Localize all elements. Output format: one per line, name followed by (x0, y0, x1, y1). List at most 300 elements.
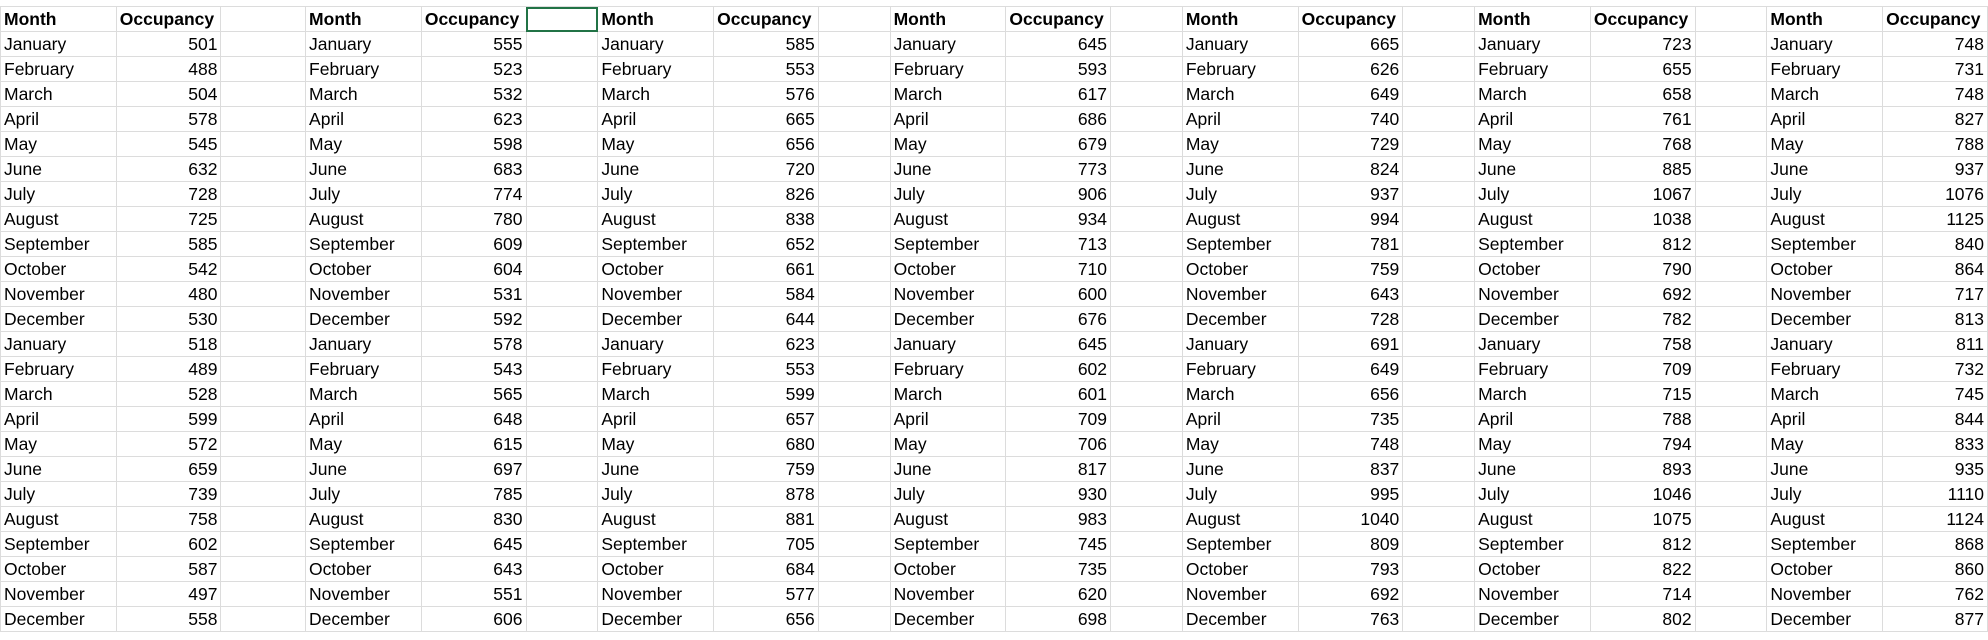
occupancy-cell[interactable]: 665 (1298, 32, 1403, 57)
occupancy-cell[interactable]: 1040 (1298, 507, 1403, 532)
empty-cell[interactable] (818, 32, 890, 57)
month-cell[interactable]: April (890, 107, 1006, 132)
month-cell[interactable]: March (1, 82, 117, 107)
occupancy-cell[interactable]: 739 (116, 482, 221, 507)
empty-cell[interactable] (1111, 482, 1183, 507)
occupancy-cell[interactable]: 599 (714, 382, 819, 407)
month-cell[interactable]: October (306, 557, 422, 582)
month-cell[interactable]: April (1767, 107, 1883, 132)
month-cell[interactable]: June (598, 157, 714, 182)
empty-cell[interactable] (526, 307, 598, 332)
occupancy-cell[interactable]: 661 (714, 257, 819, 282)
occupancy-cell[interactable]: 881 (714, 507, 819, 532)
occupancy-cell[interactable]: 555 (421, 32, 526, 57)
empty-cell[interactable] (1403, 7, 1475, 32)
empty-cell[interactable] (526, 32, 598, 57)
month-cell[interactable]: October (1182, 557, 1298, 582)
month-cell[interactable]: June (1, 457, 117, 482)
occupancy-cell[interactable]: 709 (1006, 407, 1111, 432)
occupancy-cell[interactable]: 838 (714, 207, 819, 232)
occupancy-cell[interactable]: 602 (116, 532, 221, 557)
empty-cell[interactable] (1403, 582, 1475, 607)
occupancy-cell[interactable]: 542 (116, 257, 221, 282)
occupancy-cell[interactable]: 686 (1006, 107, 1111, 132)
occupancy-cell[interactable]: 584 (714, 282, 819, 307)
month-cell[interactable]: February (1767, 357, 1883, 382)
month-cell[interactable]: May (306, 132, 422, 157)
empty-cell[interactable] (526, 232, 598, 257)
empty-cell[interactable] (818, 57, 890, 82)
month-cell[interactable]: November (1475, 582, 1591, 607)
empty-cell[interactable] (818, 382, 890, 407)
month-cell[interactable]: July (306, 182, 422, 207)
empty-cell[interactable] (526, 82, 598, 107)
empty-cell[interactable] (526, 132, 598, 157)
empty-cell[interactable] (1403, 357, 1475, 382)
empty-cell[interactable] (1403, 232, 1475, 257)
occupancy-cell[interactable]: 658 (1590, 82, 1695, 107)
month-cell[interactable]: August (1182, 507, 1298, 532)
occupancy-cell[interactable]: 906 (1006, 182, 1111, 207)
occupancy-cell[interactable]: 837 (1298, 457, 1403, 482)
month-cell[interactable]: February (1, 357, 117, 382)
empty-cell[interactable] (1111, 332, 1183, 357)
empty-cell[interactable] (1111, 32, 1183, 57)
month-cell[interactable]: August (598, 507, 714, 532)
month-cell[interactable]: January (1767, 32, 1883, 57)
empty-cell[interactable] (818, 607, 890, 632)
empty-cell[interactable] (1403, 257, 1475, 282)
occupancy-cell[interactable]: 731 (1883, 57, 1988, 82)
empty-cell[interactable] (526, 557, 598, 582)
occupancy-cell[interactable]: 812 (1590, 232, 1695, 257)
occupancy-cell[interactable]: 740 (1298, 107, 1403, 132)
month-cell[interactable]: June (1182, 457, 1298, 482)
month-cell[interactable]: November (890, 582, 1006, 607)
occupancy-cell[interactable]: 802 (1590, 607, 1695, 632)
empty-cell[interactable] (1695, 357, 1767, 382)
empty-cell[interactable] (1111, 432, 1183, 457)
occupancy-cell[interactable]: 773 (1006, 157, 1111, 182)
month-cell[interactable]: February (306, 57, 422, 82)
empty-cell[interactable] (526, 482, 598, 507)
empty-cell[interactable] (221, 307, 306, 332)
empty-cell[interactable] (1695, 107, 1767, 132)
empty-cell[interactable] (221, 407, 306, 432)
month-cell[interactable]: October (1182, 257, 1298, 282)
occupancy-cell[interactable]: 717 (1883, 282, 1988, 307)
month-cell[interactable]: October (890, 557, 1006, 582)
empty-cell[interactable] (1403, 32, 1475, 57)
occupancy-cell[interactable]: 623 (714, 332, 819, 357)
occupancy-cell[interactable]: 893 (1590, 457, 1695, 482)
header-occupancy-cell[interactable]: Occupancy (1298, 7, 1403, 32)
occupancy-cell[interactable]: 676 (1006, 307, 1111, 332)
occupancy-cell[interactable]: 683 (421, 157, 526, 182)
month-cell[interactable]: December (598, 307, 714, 332)
month-cell[interactable]: March (1475, 382, 1591, 407)
empty-cell[interactable] (1111, 7, 1183, 32)
month-cell[interactable]: January (1, 32, 117, 57)
month-cell[interactable]: September (1182, 532, 1298, 557)
occupancy-cell[interactable]: 995 (1298, 482, 1403, 507)
month-cell[interactable]: March (1767, 82, 1883, 107)
empty-cell[interactable] (526, 432, 598, 457)
month-cell[interactable]: October (306, 257, 422, 282)
occupancy-cell[interactable]: 615 (421, 432, 526, 457)
empty-cell[interactable] (1695, 182, 1767, 207)
month-cell[interactable]: April (890, 407, 1006, 432)
month-cell[interactable]: May (1182, 432, 1298, 457)
empty-cell[interactable] (818, 232, 890, 257)
empty-cell[interactable] (221, 332, 306, 357)
month-cell[interactable]: March (1182, 82, 1298, 107)
empty-cell[interactable] (1403, 457, 1475, 482)
occupancy-cell[interactable]: 576 (714, 82, 819, 107)
empty-cell[interactable] (221, 257, 306, 282)
month-cell[interactable]: February (598, 57, 714, 82)
empty-cell[interactable] (818, 307, 890, 332)
month-cell[interactable]: November (1, 282, 117, 307)
occupancy-cell[interactable]: 679 (1006, 132, 1111, 157)
header-month-cell[interactable]: Month (306, 7, 422, 32)
occupancy-cell[interactable]: 748 (1883, 82, 1988, 107)
empty-cell[interactable] (221, 182, 306, 207)
month-cell[interactable]: April (1767, 407, 1883, 432)
empty-cell[interactable] (818, 132, 890, 157)
empty-cell[interactable] (818, 107, 890, 132)
occupancy-cell[interactable]: 745 (1883, 382, 1988, 407)
empty-cell[interactable] (1111, 82, 1183, 107)
empty-cell[interactable] (1403, 432, 1475, 457)
empty-cell[interactable] (1111, 132, 1183, 157)
occupancy-cell[interactable]: 780 (421, 207, 526, 232)
occupancy-cell[interactable]: 655 (1590, 57, 1695, 82)
month-cell[interactable]: August (306, 507, 422, 532)
month-cell[interactable]: August (1767, 207, 1883, 232)
empty-cell[interactable] (1695, 82, 1767, 107)
occupancy-cell[interactable]: 698 (1006, 607, 1111, 632)
empty-cell[interactable] (1403, 332, 1475, 357)
month-cell[interactable]: October (1, 257, 117, 282)
occupancy-cell[interactable]: 602 (1006, 357, 1111, 382)
month-cell[interactable]: August (1, 507, 117, 532)
occupancy-cell[interactable]: 593 (1006, 57, 1111, 82)
occupancy-cell[interactable]: 480 (116, 282, 221, 307)
occupancy-cell[interactable]: 680 (714, 432, 819, 457)
occupancy-cell[interactable]: 1110 (1883, 482, 1988, 507)
month-cell[interactable]: April (1475, 407, 1591, 432)
month-cell[interactable]: March (1, 382, 117, 407)
empty-cell[interactable] (221, 357, 306, 382)
empty-cell[interactable] (221, 432, 306, 457)
occupancy-cell[interactable]: 644 (714, 307, 819, 332)
empty-cell[interactable] (818, 557, 890, 582)
occupancy-cell[interactable]: 844 (1883, 407, 1988, 432)
occupancy-cell[interactable]: 691 (1298, 332, 1403, 357)
month-cell[interactable]: August (306, 207, 422, 232)
month-cell[interactable]: September (306, 232, 422, 257)
empty-cell[interactable] (221, 607, 306, 632)
month-cell[interactable]: December (1767, 607, 1883, 632)
occupancy-cell[interactable]: 824 (1298, 157, 1403, 182)
empty-cell[interactable] (221, 7, 306, 32)
occupancy-cell[interactable]: 935 (1883, 457, 1988, 482)
month-cell[interactable]: September (1475, 532, 1591, 557)
month-cell[interactable]: July (1182, 482, 1298, 507)
month-cell[interactable]: January (1182, 32, 1298, 57)
empty-cell[interactable] (1111, 307, 1183, 332)
month-cell[interactable]: December (306, 307, 422, 332)
occupancy-cell[interactable]: 656 (1298, 382, 1403, 407)
occupancy-cell[interactable]: 723 (1590, 32, 1695, 57)
month-cell[interactable]: April (1, 407, 117, 432)
empty-cell[interactable] (221, 232, 306, 257)
month-cell[interactable]: October (598, 557, 714, 582)
month-cell[interactable]: June (598, 457, 714, 482)
occupancy-cell[interactable]: 758 (116, 507, 221, 532)
occupancy-cell[interactable]: 781 (1298, 232, 1403, 257)
month-cell[interactable]: April (598, 407, 714, 432)
occupancy-cell[interactable]: 532 (421, 82, 526, 107)
occupancy-cell[interactable]: 768 (1590, 132, 1695, 157)
empty-cell[interactable] (221, 82, 306, 107)
empty-cell[interactable] (1695, 482, 1767, 507)
month-cell[interactable]: November (1182, 582, 1298, 607)
occupancy-cell[interactable]: 934 (1006, 207, 1111, 232)
empty-cell[interactable] (818, 432, 890, 457)
month-cell[interactable]: October (1475, 557, 1591, 582)
occupancy-cell[interactable]: 620 (1006, 582, 1111, 607)
occupancy-cell[interactable]: 812 (1590, 532, 1695, 557)
empty-cell[interactable] (818, 332, 890, 357)
month-cell[interactable]: July (598, 182, 714, 207)
occupancy-cell[interactable]: 697 (421, 457, 526, 482)
month-cell[interactable]: April (306, 407, 422, 432)
month-cell[interactable]: March (1182, 382, 1298, 407)
empty-cell[interactable] (1403, 182, 1475, 207)
header-occupancy-cell[interactable]: Occupancy (1006, 7, 1111, 32)
occupancy-cell[interactable]: 794 (1590, 432, 1695, 457)
occupancy-cell[interactable]: 868 (1883, 532, 1988, 557)
empty-cell[interactable] (1695, 32, 1767, 57)
month-cell[interactable]: October (890, 257, 1006, 282)
empty-cell[interactable] (221, 582, 306, 607)
occupancy-cell[interactable]: 864 (1883, 257, 1988, 282)
empty-cell[interactable] (818, 507, 890, 532)
month-cell[interactable]: February (306, 357, 422, 382)
month-cell[interactable]: December (306, 607, 422, 632)
month-cell[interactable]: December (1, 307, 117, 332)
occupancy-cell[interactable]: 531 (421, 282, 526, 307)
occupancy-cell[interactable]: 587 (116, 557, 221, 582)
occupancy-cell[interactable]: 793 (1298, 557, 1403, 582)
empty-cell[interactable] (1111, 532, 1183, 557)
occupancy-cell[interactable]: 692 (1590, 282, 1695, 307)
occupancy-cell[interactable]: 811 (1883, 332, 1988, 357)
month-cell[interactable]: October (1, 557, 117, 582)
empty-cell[interactable] (1695, 332, 1767, 357)
month-cell[interactable]: June (890, 157, 1006, 182)
occupancy-cell[interactable]: 761 (1590, 107, 1695, 132)
empty-cell[interactable] (1695, 507, 1767, 532)
occupancy-cell[interactable]: 1038 (1590, 207, 1695, 232)
month-cell[interactable]: February (1, 57, 117, 82)
empty-cell[interactable] (526, 107, 598, 132)
empty-cell[interactable] (1695, 157, 1767, 182)
occupancy-cell[interactable]: 1046 (1590, 482, 1695, 507)
occupancy-cell[interactable]: 648 (421, 407, 526, 432)
occupancy-cell[interactable]: 715 (1590, 382, 1695, 407)
occupancy-cell[interactable]: 528 (116, 382, 221, 407)
month-cell[interactable]: February (890, 357, 1006, 382)
month-cell[interactable]: January (598, 32, 714, 57)
month-cell[interactable]: February (1767, 57, 1883, 82)
month-cell[interactable]: April (1475, 107, 1591, 132)
month-cell[interactable]: December (598, 607, 714, 632)
month-cell[interactable]: September (598, 532, 714, 557)
occupancy-cell[interactable]: 543 (421, 357, 526, 382)
empty-cell[interactable] (221, 282, 306, 307)
month-cell[interactable]: September (598, 232, 714, 257)
empty-cell[interactable] (1111, 557, 1183, 582)
empty-cell[interactable] (1111, 382, 1183, 407)
occupancy-cell[interactable]: 762 (1883, 582, 1988, 607)
occupancy-cell[interactable]: 1075 (1590, 507, 1695, 532)
empty-cell[interactable] (526, 282, 598, 307)
occupancy-cell[interactable]: 748 (1883, 32, 1988, 57)
empty-cell[interactable] (1111, 582, 1183, 607)
occupancy-cell[interactable]: 645 (1006, 32, 1111, 57)
occupancy-cell[interactable]: 885 (1590, 157, 1695, 182)
occupancy-cell[interactable]: 623 (421, 107, 526, 132)
empty-cell[interactable] (526, 357, 598, 382)
empty-cell[interactable] (526, 332, 598, 357)
month-cell[interactable]: April (1182, 107, 1298, 132)
month-cell[interactable]: July (306, 482, 422, 507)
empty-cell[interactable] (1403, 532, 1475, 557)
empty-cell[interactable] (221, 32, 306, 57)
empty-cell[interactable] (818, 357, 890, 382)
month-cell[interactable]: February (1475, 357, 1591, 382)
header-month-cell[interactable]: Month (1475, 7, 1591, 32)
occupancy-cell[interactable]: 632 (116, 157, 221, 182)
empty-cell[interactable] (1111, 232, 1183, 257)
occupancy-cell[interactable]: 728 (1298, 307, 1403, 332)
occupancy-cell[interactable]: 785 (421, 482, 526, 507)
month-cell[interactable]: August (598, 207, 714, 232)
empty-cell[interactable] (221, 382, 306, 407)
month-cell[interactable]: May (306, 432, 422, 457)
empty-cell[interactable] (1695, 307, 1767, 332)
month-cell[interactable]: July (1475, 482, 1591, 507)
month-cell[interactable]: January (1475, 332, 1591, 357)
month-cell[interactable]: May (890, 132, 1006, 157)
empty-cell[interactable] (1695, 132, 1767, 157)
empty-cell[interactable] (818, 182, 890, 207)
empty-cell[interactable] (1111, 457, 1183, 482)
month-cell[interactable]: July (1, 182, 117, 207)
empty-cell[interactable] (1695, 7, 1767, 32)
occupancy-cell[interactable]: 817 (1006, 457, 1111, 482)
month-cell[interactable]: November (598, 582, 714, 607)
month-cell[interactable]: September (1, 232, 117, 257)
empty-cell[interactable] (1403, 382, 1475, 407)
empty-cell[interactable] (1695, 232, 1767, 257)
month-cell[interactable]: July (1182, 182, 1298, 207)
month-cell[interactable]: September (1475, 232, 1591, 257)
month-cell[interactable]: October (1767, 557, 1883, 582)
month-cell[interactable]: July (598, 482, 714, 507)
month-cell[interactable]: January (1182, 332, 1298, 357)
month-cell[interactable]: September (1767, 532, 1883, 557)
occupancy-cell[interactable]: 599 (116, 407, 221, 432)
occupancy-cell[interactable]: 709 (1590, 357, 1695, 382)
empty-cell[interactable] (526, 257, 598, 282)
month-cell[interactable]: September (1182, 232, 1298, 257)
month-cell[interactable]: May (1475, 432, 1591, 457)
month-cell[interactable]: March (890, 382, 1006, 407)
month-cell[interactable]: June (306, 457, 422, 482)
month-cell[interactable]: September (306, 532, 422, 557)
month-cell[interactable]: October (1767, 257, 1883, 282)
month-cell[interactable]: September (890, 532, 1006, 557)
occupancy-cell[interactable]: 645 (1006, 332, 1111, 357)
occupancy-cell[interactable]: 714 (1590, 582, 1695, 607)
empty-cell[interactable] (1695, 532, 1767, 557)
occupancy-cell[interactable]: 657 (714, 407, 819, 432)
empty-cell[interactable] (221, 57, 306, 82)
month-cell[interactable]: June (1767, 157, 1883, 182)
header-occupancy-cell[interactable]: Occupancy (116, 7, 221, 32)
month-cell[interactable]: May (598, 432, 714, 457)
empty-cell[interactable] (526, 457, 598, 482)
month-cell[interactable]: April (598, 107, 714, 132)
occupancy-cell[interactable]: 617 (1006, 82, 1111, 107)
occupancy-cell[interactable]: 830 (421, 507, 526, 532)
month-cell[interactable]: January (1767, 332, 1883, 357)
month-cell[interactable]: January (306, 332, 422, 357)
empty-cell[interactable] (818, 157, 890, 182)
month-cell[interactable]: May (1475, 132, 1591, 157)
month-cell[interactable]: March (1767, 382, 1883, 407)
month-cell[interactable]: August (1475, 207, 1591, 232)
occupancy-cell[interactable]: 553 (714, 357, 819, 382)
header-month-cell[interactable]: Month (890, 7, 1006, 32)
occupancy-cell[interactable]: 937 (1298, 182, 1403, 207)
occupancy-cell[interactable]: 759 (714, 457, 819, 482)
month-cell[interactable]: October (1475, 257, 1591, 282)
occupancy-cell[interactable]: 1076 (1883, 182, 1988, 207)
month-cell[interactable]: June (1475, 457, 1591, 482)
empty-cell[interactable] (1111, 157, 1183, 182)
month-cell[interactable]: December (1, 607, 117, 632)
month-cell[interactable]: July (890, 182, 1006, 207)
occupancy-cell[interactable]: 565 (421, 382, 526, 407)
month-cell[interactable]: August (890, 507, 1006, 532)
month-cell[interactable]: July (1767, 482, 1883, 507)
occupancy-cell[interactable]: 937 (1883, 157, 1988, 182)
month-cell[interactable]: January (1475, 32, 1591, 57)
occupancy-cell[interactable]: 545 (116, 132, 221, 157)
occupancy-cell[interactable]: 585 (116, 232, 221, 257)
empty-cell[interactable] (1111, 407, 1183, 432)
empty-cell[interactable] (818, 82, 890, 107)
empty-cell[interactable] (1111, 257, 1183, 282)
empty-cell[interactable] (1111, 182, 1183, 207)
occupancy-cell[interactable]: 788 (1590, 407, 1695, 432)
month-cell[interactable]: November (1767, 582, 1883, 607)
